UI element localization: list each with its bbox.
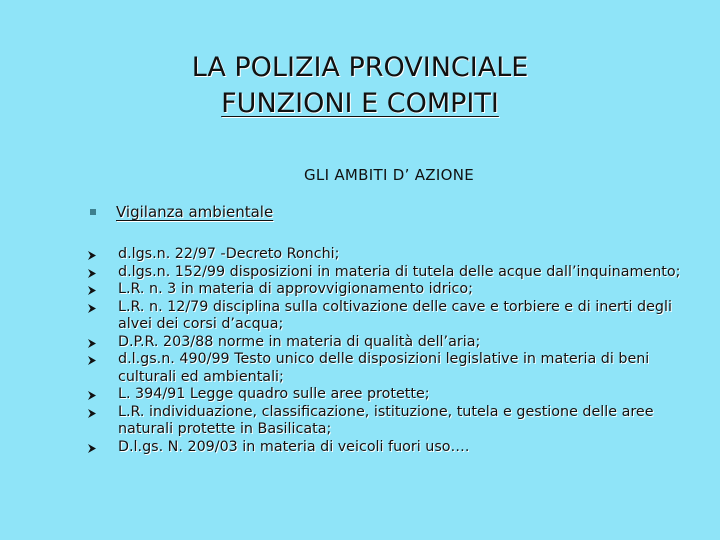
list-item: [88, 246, 688, 264]
list-item: [88, 334, 688, 352]
list-item: [88, 351, 688, 386]
list-item-text: D.P.R. 203/88 norme in materia di qualità dell’aria;: [118, 333, 481, 350]
arrow-bullet-icon: [88, 386, 118, 400]
title-line-2: FUNZIONI E COMPITI: [221, 88, 499, 119]
arrow-bullet-icon: [88, 404, 118, 418]
arrow-bullet-icon: [88, 439, 118, 453]
list-item-text: L.R. n. 3 in materia di approvvigionamento idrico;: [118, 281, 473, 297]
list-item-text: L. 394/91 Legge quadro sulle aree protette;: [118, 386, 430, 402]
title-line-1: LA POLIZIA PROVINCIALE: [191, 52, 529, 83]
arrow-bullet-icon: [88, 351, 118, 365]
square-bullet-icon: [90, 209, 96, 215]
arrow-bullet-icon: [88, 334, 118, 348]
list-item-text: d.lgs.n. 152/99 disposizioni in materia di tutela delle acque dall’inquinamento;: [118, 263, 681, 280]
list-item-text: L.R. n. 12/79 disciplina sulla coltivazione delle cave e torbiere e di inerti degli alvei dei corsi d’acqua;: [118, 298, 672, 332]
list-item: [88, 439, 688, 457]
law-list: [88, 246, 688, 456]
main-bullet-text: Vigilanza ambientale: [116, 203, 274, 221]
list-item-text: L.R. individuazione, classificazione, istituzione, tutela e gestione delle aree naturali protette in Basilicata;: [118, 403, 654, 437]
list-item-text: D.l.gs. N. 209/03 in materia di veicoli fuori uso….: [118, 438, 470, 455]
list-item-text: d.l.gs.n. 490/99 Testo unico delle disposizioni legislative in materia di beni culturali ed ambientali;: [118, 351, 650, 385]
list-item: [88, 386, 688, 404]
list-item: [88, 299, 688, 334]
arrow-bullet-icon: [88, 299, 118, 313]
arrow-bullet-icon: [88, 264, 118, 278]
page-title: [0, 50, 720, 122]
list-item: [88, 281, 688, 299]
list-item: [88, 404, 688, 439]
section-label: GLI AMBITI D’ AZIONE: [304, 166, 474, 184]
arrow-bullet-icon: [88, 246, 118, 260]
main-bullet: [90, 203, 273, 221]
list-item-text: d.lgs.n. 22/97 -Decreto Ronchi;: [118, 246, 340, 262]
list-item: [88, 264, 688, 282]
arrow-bullet-icon: [88, 281, 118, 295]
